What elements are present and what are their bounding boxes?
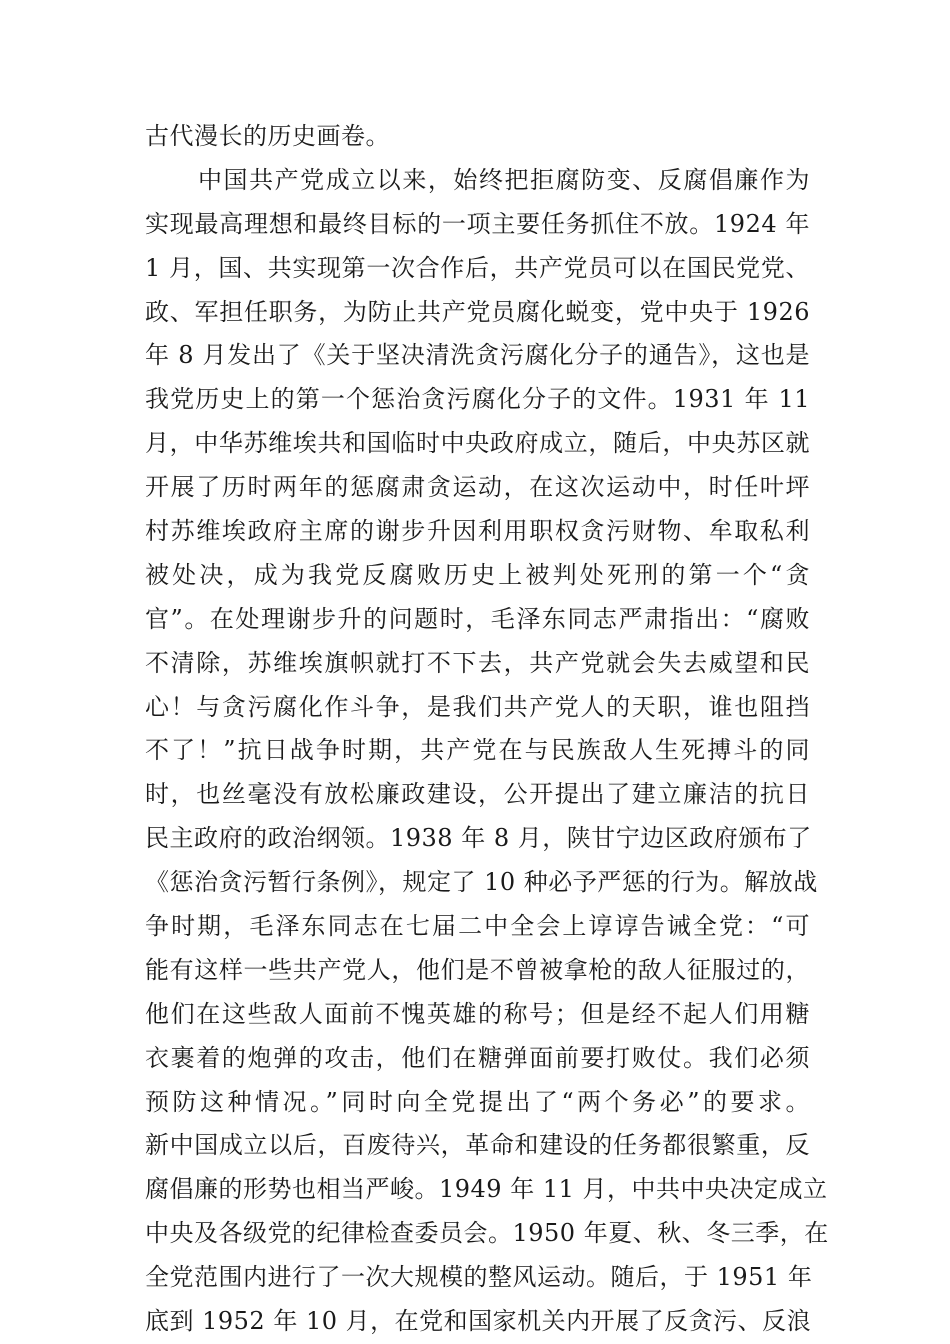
text-line: 开展了历时两年的惩腐肃贪运动，在这次运动中，时任叶坪	[145, 473, 810, 502]
text-line: 腐倡廉的形势也相当严峻。1949 年 11 月，中共中央决定成立	[145, 1175, 828, 1204]
text-line: 被处决，成为我党反腐败历史上被判处死刑的第一个“贪	[145, 560, 810, 589]
text-line: 争时期，毛泽东同志在七届二中全会上谆谆告诫全党：“可	[145, 912, 810, 941]
text-line: 村苏维埃政府主席的谢步升因利用职权贪污财物、牟取私利	[145, 517, 810, 546]
text-line: 政、军担任职务，为防止共产党员腐化蜕变，党中央于 1926	[145, 297, 810, 326]
body-text	[145, 115, 829, 1344]
text-line: 底到 1952 年 10 月，在党和国家机关内开展了反贪污、反浪	[145, 1307, 812, 1336]
text-line: 不清除，苏维埃旗帜就打不下去，共产党就会失去威望和民	[145, 648, 810, 677]
text-line: 新中国成立以后，百废待兴，革命和建设的任务都很繁重，反	[145, 1131, 810, 1160]
text-line: 实现最高理想和最终目标的一项主要任务抓住不放。1924 年	[145, 209, 810, 238]
text-line: 中央及各级党的纪律检查委员会。1950 年夏、秋、冬三季，在	[145, 1219, 829, 1248]
text-line: 《惩治贪污暂行条例》，规定了 10 种必予严惩的行为。解放战	[145, 868, 818, 897]
text-line: 全党范围内进行了一次大规模的整风运动。随后，于 1951 年	[145, 1263, 813, 1292]
text-line: 能有这样一些共产党人，他们是不曾被拿枪的敌人征服过的，	[145, 955, 810, 984]
text-line: 月，中华苏维埃共和国临时中央政府成立，随后，中央苏区就	[145, 429, 810, 458]
text-line: 衣裹着的炮弹的攻击，他们在糖弹面前要打败仗。我们必须	[145, 1043, 810, 1072]
text-line: 心！与贪污腐化作斗争，是我们共产党人的天职，谁也阻挡	[145, 692, 810, 721]
text-line: 民主政府的政治纲领。1938 年 8 月，陕甘宁边区政府颁布了	[145, 824, 812, 853]
text-line: 年 8 月发出了《关于坚决清洗贪污腐化分子的通告》，这也是	[145, 341, 810, 370]
text-line: 预防这种情况。”同时向全党提出了“两个务必”的要求。	[145, 1087, 810, 1116]
text-line: 我党历史上的第一个惩治贪污腐化分子的文件。1931 年 11	[145, 385, 810, 414]
text-line: 古代漫长的历史画卷。	[145, 122, 390, 150]
text-line: 他们在这些敌人面前不愧英雄的称号；但是经不起人们用糖	[145, 999, 810, 1028]
paragraph-start-line: 中国共产党成立以来，始终把拒腐防变、反腐倡廉作为	[198, 165, 810, 194]
text-line: 官”。在处理谢步升的问题时，毛泽东同志严肃指出：“腐败	[145, 604, 810, 633]
text-line: 时，也丝毫没有放松廉政建设，公开提出了建立廉洁的抗日	[145, 780, 810, 809]
text-line: 1 月，国、共实现第一次合作后，共产党员可以在国民党党、	[145, 253, 810, 282]
text-line: 不了！”抗日战争时期，共产党在与民族敌人生死搏斗的同	[145, 736, 810, 765]
